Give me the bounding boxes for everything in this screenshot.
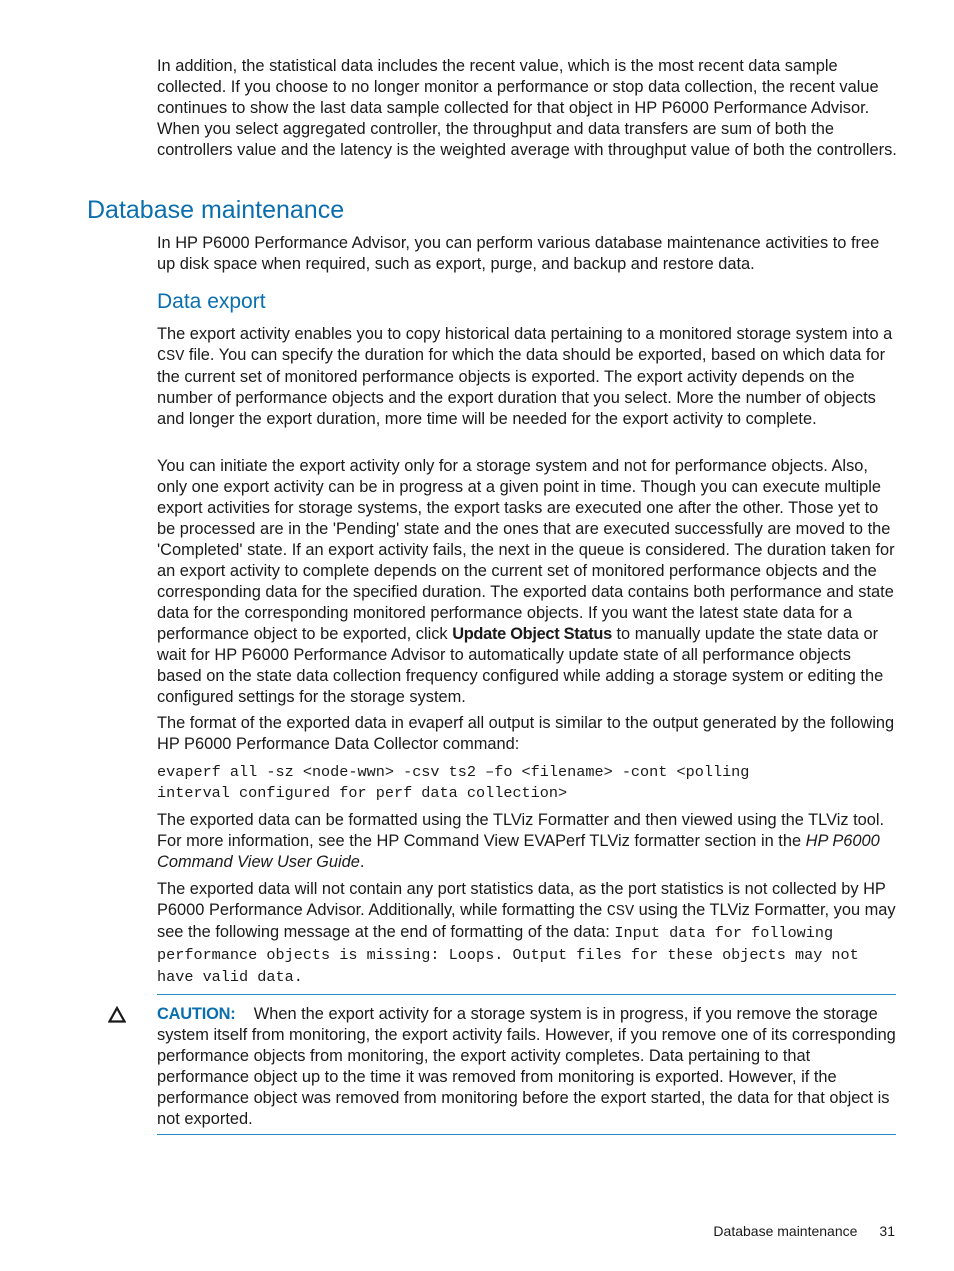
subsection-heading: Data export: [157, 290, 266, 313]
caution-text: When the export activity for a storage system is in progress, if you remove the storage system itself from monitoring, the export activity fails. However, if you remove one of its corresponding performance objects from monitoring, the export activity completes. Data pertaining to that performance object up to the time it was removed from monitoring is exported. However, if the performance object was removed from monitoring before the export started, the data for that object is not exported.: [157, 1005, 896, 1128]
book-title: HP P6000 Command View User Guide: [157, 832, 880, 871]
page-footer: [713, 1223, 895, 1239]
caution-top-rule: [157, 994, 896, 995]
message-code: Input data for following performance objects is missing: Loops. Output files for these objects may not have valid data.: [157, 924, 859, 986]
page-number: 31: [879, 1223, 895, 1239]
export-paragraph-5: [157, 879, 897, 988]
text-run: You can initiate the export activity only for a storage system and not for performance objects. Also, only one export activity can be in progress at a given point in time. Though you can execute multiple export activities for storage systems, the export tasks are executed one after the other. Those yet to be processed are in the 'Pending' state and the ones that are executed successfully are moved to the 'Completed' state. If an export activity fails, the next in the queue is considered. The duration taken for an export activity to complete depends on the current set of monitored performance objects and the corresponding data for the specified duration. The exported data contains both performance and state data for the corresponding monitored performance objects. If you want the latest state data for a performance object to be exported, click: [157, 457, 895, 643]
caution-bottom-rule: [157, 1134, 896, 1135]
text-run: file. You can specify the duration for which the data should be exported, based on which data for the current set of monitored performance objects is exported. The export activity depends on the number of performance objects and the export duration that you select. More the number of objects and longer the export duration, more time will be needed for the export activity to complete.: [157, 346, 886, 428]
caution-paragraph: [157, 1004, 897, 1130]
ui-term: Update Object Status: [452, 625, 612, 643]
text-run: The export activity enables you to copy historical data pertaining to a monitored storage system into a: [157, 325, 893, 343]
section-intro-paragraph: In HP P6000 Performance Advisor, you can perform various database maintenance activities to free up disk space when required, such as export, purge, and backup and restore data.: [157, 234, 880, 273]
footer-section-title: Database maintenance: [713, 1223, 858, 1239]
text-run: The exported data will not contain any port statistics data, as the port statistics is not collected by HP P6000 Performance Advisor. Additionally, while formatting the: [157, 880, 886, 919]
text-run: .: [359, 853, 365, 871]
inline-code: CSV: [157, 347, 185, 365]
export-paragraph-1: [157, 324, 897, 430]
export-paragraph-3: The format of the exported data in evaperf all output is similar to the output generated by the following HP P6000 Performance Data Collector command:: [157, 714, 895, 753]
command-block: [157, 762, 897, 804]
warning-triangle-icon: [108, 1006, 126, 1024]
export-paragraph-2: [157, 456, 897, 708]
intro-paragraph: In addition, the statistical data includes the recent value, which is the most recent data sample collected. If you choose to no longer monitor a performance or stop data collection, the recent value continues to show the last data sample collected for that object in HP P6000 Performance Advisor. When you select aggregated controller, the throughput and data transfers are sum of both the controllers value and the latency is the weighted average with throughput value of both the controllers.: [157, 57, 897, 159]
inline-code: CSV: [606, 902, 635, 920]
code-line: evaperf all -sz <node-wwn> -csv ts2 –fo <filename> -cont <polling: [157, 763, 750, 781]
code-line: interval configured for perf data collection>: [157, 784, 568, 802]
text-run: using the TLViz Formatter, you may see the following message at the end of formatting of the data:: [157, 901, 896, 941]
section-heading: Database maintenance: [87, 196, 345, 224]
text-run: The exported data can be formatted using the TLViz Formatter and then viewed using the TLViz tool. For more information, see the HP Command View EVAPerf TLViz formatter section in the: [157, 811, 885, 850]
export-paragraph-4: [157, 810, 897, 873]
text-run: to manually update the state data or wait for HP P6000 Performance Advisor to automatically update state of all performance objects based on the state data collection frequency configured while adding a storage system or editing the configured settings for the storage system.: [157, 625, 884, 706]
caution-label: CAUTION:: [157, 1005, 236, 1023]
